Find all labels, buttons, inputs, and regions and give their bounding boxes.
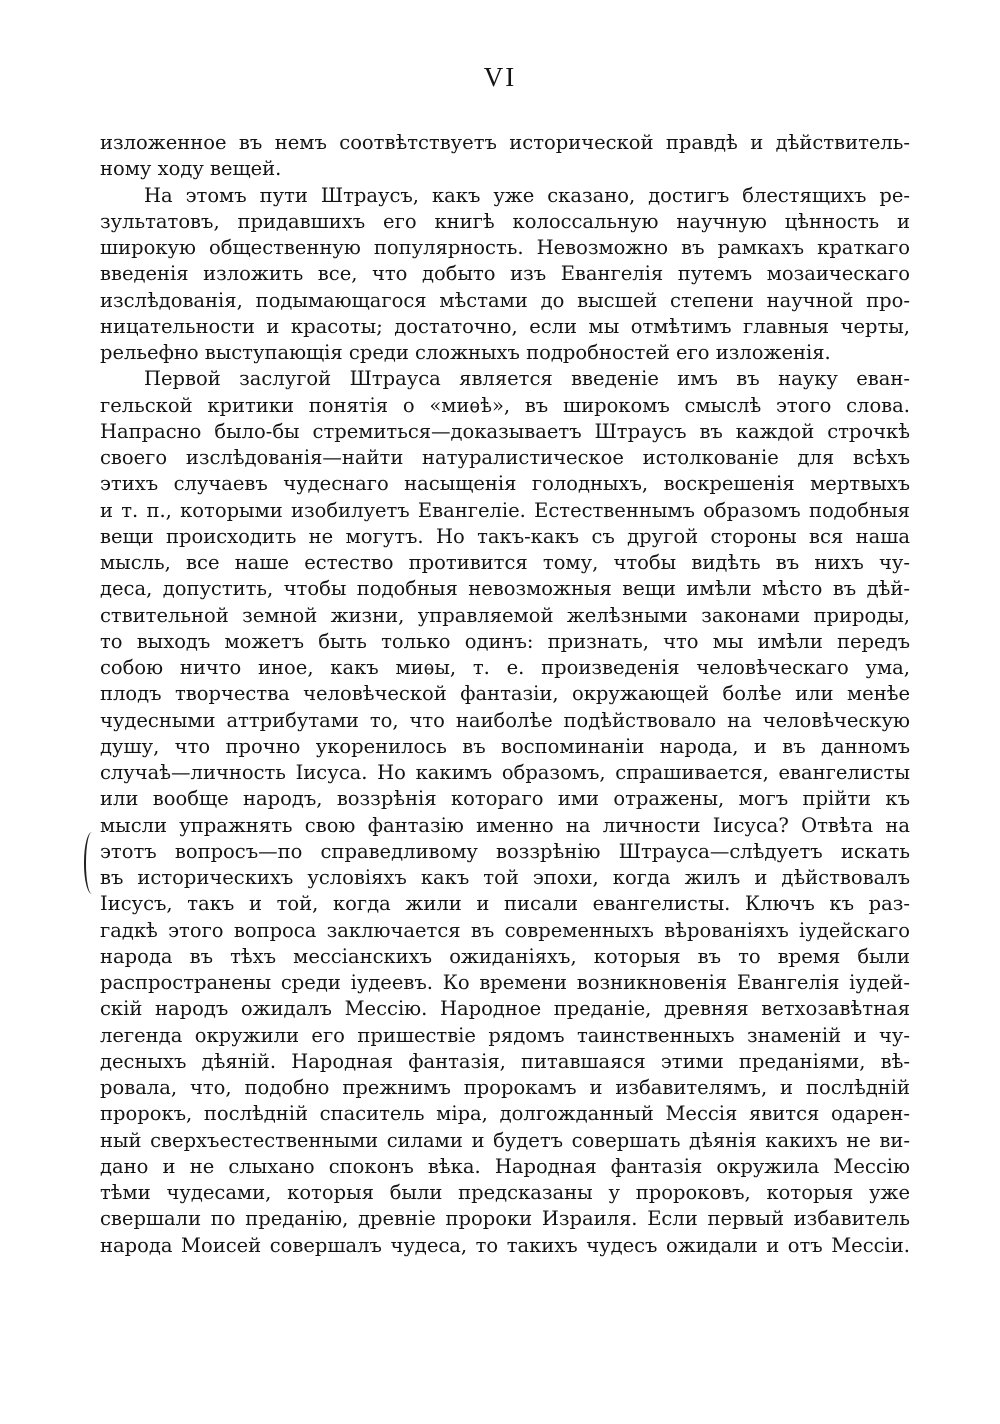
margin-bracket-mark — [84, 832, 96, 894]
text-line: ницательности и красоты; достаточно, если мы отмѣтимъ главныя черты, — [100, 314, 910, 338]
text-line: своего изслѣдованія—найти натуралистическое истолкованіе для всѣхъ — [100, 446, 910, 469]
text-line: распространены среди іудеевъ. Ко времени возникновенія Евангелія іудей- — [100, 971, 910, 994]
text-line: скій народъ ожидалъ Мессію. Народное преданіе, древняя ветхозавѣтная — [100, 997, 910, 1021]
text-line: то выходъ можетъ быть только одинъ: признать, что мы имѣли передъ — [100, 629, 910, 653]
text-line: дано и не слыхано споконъ вѣка. Народная фантазія окружила Мессію — [100, 1154, 910, 1178]
text-line: ный сверхъестественными силами и будетъ совершать дѣянія какихъ не ви- — [100, 1128, 910, 1152]
text-line: мысли упражнять свою фантазію именно на личности Іисуса? Отвѣта на — [100, 813, 910, 837]
text-line: свершали по преданію, древніе пророки Израиля. Если первый избавитель — [100, 1207, 910, 1231]
text-line: ному ходу вещей. — [100, 157, 282, 181]
text-line: плодъ творчества человѣческой фантазіи, окружающей болѣе или менѣе — [100, 682, 910, 706]
text-line: введенія изложить все, что добыто изъ Евангелія путемъ мозаическаго — [100, 262, 910, 286]
text-line: народа въ тѣхъ мессіанскихъ ожиданіяхъ, которыя въ то время были — [100, 944, 910, 968]
text-line: Напрасно было-бы стремиться—доказываетъ Штраусъ въ каждой строчкѣ — [100, 419, 910, 443]
text-line: деса, допустить, чтобы подобныя невозможныя вещи имѣли мѣсто въ дѣй- — [100, 577, 910, 601]
text-line: широкую общественную популярность. Невозможно въ рамкахъ краткаго — [100, 236, 910, 259]
text-line: въ историческихъ условіяхъ какъ той эпохи, когда жилъ и дѣйствовалъ — [100, 866, 910, 889]
text-line: десныхъ дѣяній. Народная фантазія, питавшаяся этими преданіями, вѣ- — [100, 1049, 910, 1073]
text-line: случаѣ—личность Іисуса. Но какимъ образомъ, спрашивается, евангелисты — [100, 761, 910, 784]
text-line: мысль, все наше естество противится тому, чтобы видѣть въ нихъ чу- — [100, 551, 910, 574]
text-line: тѣми чудесами, которыя были предсказаны у пророковъ, которыя уже — [100, 1181, 910, 1204]
text-line: пророкъ, послѣдній спаситель міра, долгожданный Мессія явится одарен- — [100, 1102, 910, 1126]
paragraph-first-line: На этомъ пути Штраусъ, какъ уже сказано, достигъ блестящихъ ре- — [144, 183, 910, 207]
text-line: и т. п., которыми изобилуетъ Евангеліе. Естественнымъ образомъ подобныя — [100, 498, 910, 522]
text-line: гадкѣ этого вопроса заключается въ современныхъ вѣрованіяхъ іудейскаго — [100, 918, 910, 942]
text-line: Іисусъ, такъ и той, когда жили и писали евангелисты. Ключъ къ раз- — [100, 892, 910, 916]
text-line: собою ничто иное, какъ миѳы, т. е. произведенія человѣческаго ума, — [100, 656, 910, 679]
text-line: легенда окружили его пришествіе рядомъ таинственныхъ знаменій и чу- — [100, 1023, 910, 1047]
text-line: вещи происходить не могутъ. Но такъ-какъ съ другой стороны вся наша — [100, 524, 910, 548]
text-line: ствительной земной жизни, управляемой желѣзными законами природы, — [100, 603, 910, 627]
text-line: этихъ случаевъ чудеснаго насыщенія голодныхъ, воскрешенія мертвыхъ — [100, 472, 910, 496]
text-line: гельской критики понятія о «миѳѣ», въ широкомъ смыслѣ этого слова. — [100, 393, 910, 417]
paragraph-first-line: Первой заслугой Штрауса является введеніе имъ въ науку еван- — [144, 367, 910, 391]
text-line: или вообще народъ, воззрѣнія котораго ими отражены, могъ прійти къ — [100, 787, 910, 811]
text-line: рельефно выступающія среди сложныхъ подробностей его изложенія. — [100, 341, 831, 364]
page-number: VI — [483, 62, 517, 92]
text-line: зультатовъ, придавшихъ его книгѣ колоссальную научную цѣнность и — [100, 209, 910, 233]
text-line: изложенное въ немъ соотвѣтствуетъ исторической правдѣ и дѣйствитель- — [100, 131, 910, 154]
text-line: ровала, что, подобно прежнимъ пророкамъ и избавителямъ, и послѣдній — [100, 1076, 910, 1099]
body-text — [100, 130, 910, 1259]
text-line: изслѣдованія, подымающагося мѣстами до высшей степени научной про- — [100, 288, 910, 312]
text-line: чудесными аттрибутами то, что наиболѣе подѣйствовало на человѣческую — [100, 708, 910, 732]
text-line: душу, что прочно укоренилось въ воспоминаніи народа, и въ данномъ — [100, 734, 910, 758]
text-line: народа Моисей совершалъ чудеса, то такихъ чудесъ ожидали и отъ Мессіи. — [100, 1233, 910, 1257]
text-line: этотъ вопросъ—по справедливому воззрѣнію Штрауса—слѣдуетъ искать — [100, 839, 910, 863]
